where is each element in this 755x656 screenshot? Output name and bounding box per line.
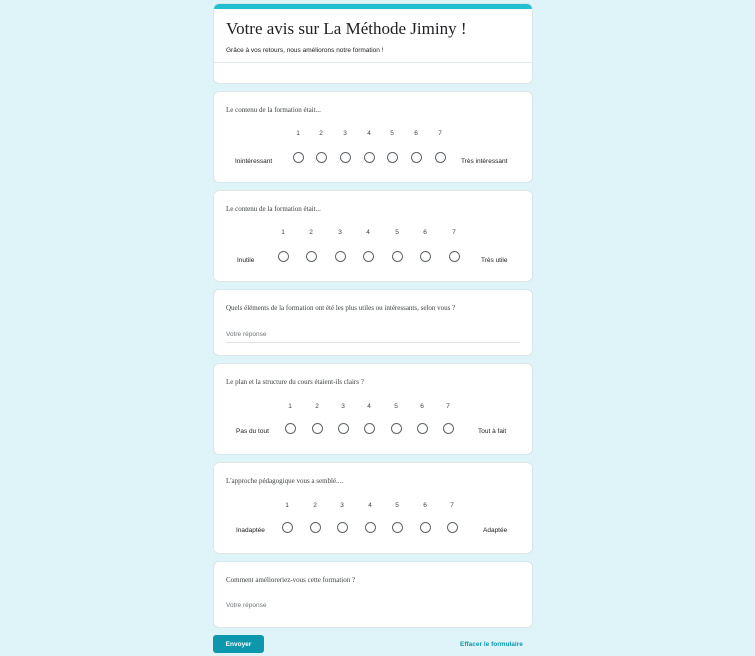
scale-number: 7	[438, 130, 442, 137]
scale-low-label: Inadaptée	[236, 527, 265, 534]
header-divider	[214, 62, 532, 63]
question-card-pedagogical-approach	[213, 462, 533, 554]
scale-number: 7	[450, 502, 454, 509]
scale-number: 2	[319, 130, 323, 137]
scale-number: 4	[367, 403, 371, 410]
scale-number: 1	[285, 502, 289, 509]
scale-number: 6	[420, 403, 424, 410]
scale-radio-6[interactable]	[420, 251, 431, 262]
scale-radio-7[interactable]	[449, 251, 460, 262]
form-title: Votre avis sur La Méthode Jiminy !	[226, 19, 467, 38]
scale-radio-2[interactable]	[316, 152, 327, 163]
scale-radio-6[interactable]	[420, 522, 431, 533]
scale-radio-7[interactable]	[447, 522, 458, 533]
scale-number: 2	[313, 502, 317, 509]
scale-radio-2[interactable]	[310, 522, 321, 533]
scale-radio-5[interactable]	[392, 522, 403, 533]
scale-number: 6	[414, 130, 418, 137]
scale-radio-5[interactable]	[387, 152, 398, 163]
scale-high-label: Tout à fait	[478, 428, 507, 435]
clear-form-link[interactable]: Effacer le formulaire	[460, 641, 523, 648]
scale-radio-3[interactable]	[337, 522, 348, 533]
scale-radio-5[interactable]	[392, 251, 403, 262]
header-accent-band	[214, 4, 532, 9]
scale-number: 4	[366, 229, 370, 236]
answer-input-improvements[interactable]	[226, 602, 520, 614]
scale-radio-6[interactable]	[417, 423, 428, 434]
question-title: Comment amélioreriez-vous cette formation ?	[226, 576, 356, 584]
scale-radio-4[interactable]	[364, 152, 375, 163]
scale-radio-2[interactable]	[306, 251, 317, 262]
question-card-content-interest	[213, 91, 533, 183]
scale-number: 3	[338, 229, 342, 236]
question-title: Quels éléments de la formation ont été les plus utiles ou intéressants, selon vous ?	[226, 304, 456, 312]
scale-number: 1	[296, 130, 300, 137]
question-title: Le plan et la structure du cours étaient-ils clairs ?	[226, 378, 364, 386]
scale-number: 7	[446, 403, 450, 410]
scale-radio-4[interactable]	[365, 522, 376, 533]
scale-high-label: Adaptée	[483, 527, 508, 534]
scale-number: 2	[309, 229, 313, 236]
scale-radio-3[interactable]	[338, 423, 349, 434]
question-card-useful-elements	[213, 289, 533, 356]
scale-low-label: Inintéressant	[235, 158, 273, 165]
scale-low-label: Pas du tout	[236, 428, 269, 435]
scale-radio-7[interactable]	[443, 423, 454, 434]
scale-number: 3	[343, 130, 347, 137]
scale-radio-3[interactable]	[340, 152, 351, 163]
scale-radio-1[interactable]	[293, 152, 304, 163]
scale-number: 2	[315, 403, 319, 410]
scale-radio-2[interactable]	[312, 423, 323, 434]
scale-low-label: Inutile	[237, 257, 255, 264]
question-title: Le contenu de la formation était...	[226, 205, 321, 213]
scale-radio-1[interactable]	[278, 251, 289, 262]
scale-number: 6	[423, 502, 427, 509]
scale-radio-3[interactable]	[335, 251, 346, 262]
scale-number: 7	[452, 229, 456, 236]
scale-number: 3	[341, 403, 345, 410]
scale-radio-1[interactable]	[285, 423, 296, 434]
question-title: L'approche pédagogique vous a semblé....	[226, 477, 344, 485]
scale-radio-1[interactable]	[282, 522, 293, 533]
scale-radio-5[interactable]	[391, 423, 402, 434]
form-description: Grâce à vos retours, nous améliorons notre formation !	[226, 47, 384, 54]
scale-number: 6	[423, 229, 427, 236]
scale-high-label: Très intéressant	[461, 158, 508, 165]
submit-button[interactable]: Envoyer	[213, 635, 264, 653]
scale-number: 4	[368, 502, 372, 509]
scale-number: 5	[395, 229, 399, 236]
question-card-improvements	[213, 561, 533, 628]
question-title: Le contenu de la formation était...	[226, 106, 321, 114]
scale-number: 5	[390, 130, 394, 137]
scale-number: 1	[281, 229, 285, 236]
scale-radio-4[interactable]	[363, 251, 374, 262]
answer-input-useful-elements[interactable]	[226, 331, 520, 343]
scale-number: 1	[288, 403, 292, 410]
scale-number: 5	[394, 403, 398, 410]
scale-number: 3	[340, 502, 344, 509]
scale-radio-7[interactable]	[435, 152, 446, 163]
form-header-card	[213, 3, 533, 84]
scale-radio-6[interactable]	[411, 152, 422, 163]
scale-number: 5	[395, 502, 399, 509]
question-card-structure-clarity	[213, 363, 533, 455]
scale-radio-4[interactable]	[364, 423, 375, 434]
scale-number: 4	[367, 130, 371, 137]
question-card-content-usefulness	[213, 190, 533, 282]
scale-high-label: Très utile	[481, 257, 508, 264]
